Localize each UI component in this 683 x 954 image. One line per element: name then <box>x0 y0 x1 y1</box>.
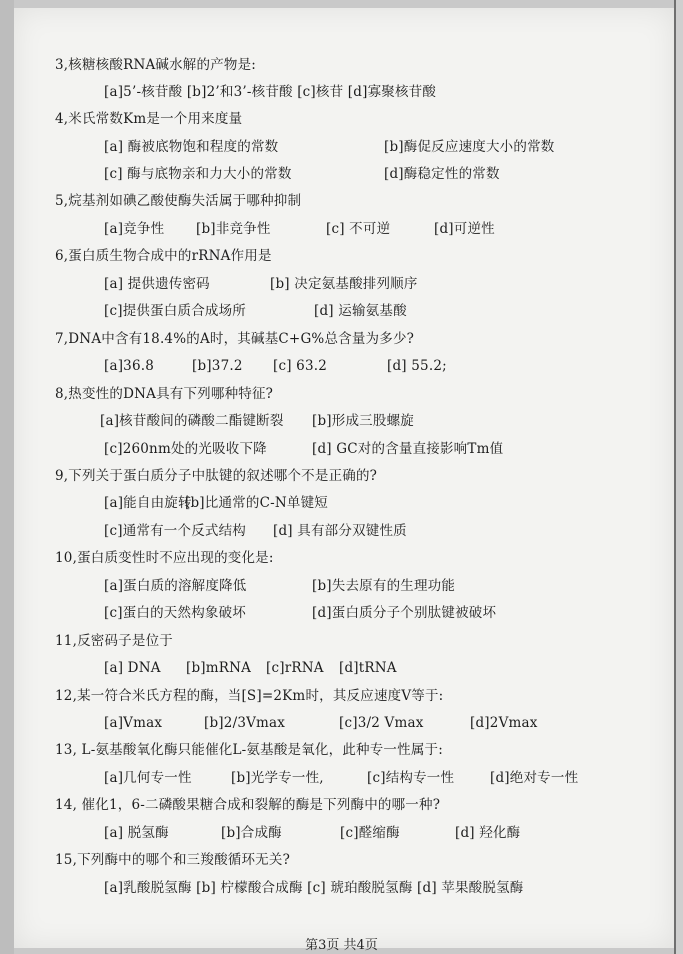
option-item: [a]核苷酸间的磷酸二酯键断裂 <box>100 413 284 429</box>
option-item: [d] 55.2; <box>387 358 447 374</box>
question-text: 14, 催化1，6-二磷酸果糖合成和裂解的酶是下列酶中的哪一种? <box>55 797 441 813</box>
option-item: [a] 酶被底物饱和程度的常数 <box>104 139 279 155</box>
question-text: 12,某一符合米氏方程的酶，当[S]=2Km时，其反应速度V等于: <box>55 688 444 704</box>
question-text: 13, L-氨基酸氧化酶只能催化L-氨基酸是氧化，此种专一性属于: <box>55 742 443 758</box>
option-item: [b]酶促反应速度大小的常数 <box>384 139 555 155</box>
option-item: [d]2Vmax <box>470 715 538 731</box>
option-item: [b]合成酶 <box>221 825 282 841</box>
option-item: [b]37.2 <box>192 358 243 374</box>
question-text: 9,下列关于蛋白质分子中肽键的叙述哪个不是正确的? <box>55 468 378 484</box>
option-item: [c]rRNA <box>266 660 324 676</box>
option-item: [d]蛋白质分子个别肽键被破坏 <box>312 605 497 621</box>
question-text: 5,烷基剂如碘乙酸使酶失活属于哪种抑制 <box>55 193 302 209</box>
option-item: [b]mRNA <box>186 660 252 676</box>
question-text: 8,热变性的DNA具有下列哪种特征? <box>55 386 274 402</box>
page-footer: 第3页 共4页 <box>305 938 378 953</box>
question-text: 15,下列酶中的哪个和三羧酸循环无关? <box>55 852 291 868</box>
option-item: [c] 酶与底物亲和力大小的常数 <box>104 166 292 182</box>
option-item: [b]形成三股螺旋 <box>312 413 414 429</box>
option-item: [a] DNA <box>104 660 161 676</box>
option-item: [c]结构专一性 <box>367 770 455 786</box>
question-text: 7,DNA中含有18.4%的A时，其碱基C+G%总含量为多少? <box>55 331 415 347</box>
options-line: [a]乳酸脱氢酶 [b] 柠檬酸合成酶 [c] 琥珀酸脱氢酶 [d] 苹果酸脱氢酶 <box>104 880 524 896</box>
option-item: [d]tRNA <box>339 660 397 676</box>
question-text: 11,反密码子是位于 <box>55 633 173 649</box>
option-item: [c]醛缩酶 <box>340 825 400 841</box>
option-item: [b]2/3Vmax <box>204 715 286 731</box>
option-item: [a]36.8 <box>104 358 155 374</box>
option-item: [a]Vmax <box>104 715 163 731</box>
option-item: [a]蛋白质的溶解度降低 <box>104 578 247 594</box>
option-item: [d] 羟化酶 <box>455 825 521 841</box>
question-text: 4,米氏常数Km是一个用来度量 <box>55 111 243 127</box>
option-item: [d]酶稳定性的常数 <box>384 166 500 182</box>
option-item: [c]3/2 Vmax <box>339 715 424 731</box>
option-item: [b]比通常的C-N单键短 <box>185 495 328 511</box>
question-text: 10,蛋白质变性时不应出现的变化是: <box>55 550 274 566</box>
option-item: [c]通常有一个反式结构 <box>104 523 246 539</box>
option-item: [d] GC对的含量直接影响Tm值 <box>312 441 504 457</box>
option-item: [a] 提供遗传密码 <box>104 276 210 292</box>
option-item: [d]可逆性 <box>434 221 495 237</box>
option-item: [b]光学专一性, <box>231 770 324 786</box>
option-item: [a] 脱氢酶 <box>104 825 169 841</box>
option-item: [b] 决定氨基酸排列顺序 <box>270 276 418 292</box>
option-item: [a]能自由旋转 <box>104 495 192 511</box>
option-item: [c]蛋白的天然构象破坏 <box>104 605 246 621</box>
question-text: 3,核糖核酸RNA碱水解的产物是: <box>55 57 257 73</box>
option-item: [a]竞争性 <box>104 221 165 237</box>
option-item: [c] 63.2 <box>273 358 328 374</box>
option-item: [b]非竞争性 <box>196 221 271 237</box>
option-item: [d]绝对专一性 <box>490 770 579 786</box>
option-item: [c]提供蛋白质合成场所 <box>104 303 246 319</box>
options-line: [a]5’-核苷酸 [b]2’和3’-核苷酸 [c]核苷 [d]寡聚核苷酸 <box>104 84 437 100</box>
option-item: [b]失去原有的生理功能 <box>312 578 456 594</box>
option-item: [c] 不可逆 <box>326 221 391 237</box>
option-item: [d] 运输氨基酸 <box>314 303 407 319</box>
option-item: [a]几何专一性 <box>104 770 192 786</box>
question-text: 6,蛋白质生物合成中的rRNA作用是 <box>55 248 272 264</box>
option-item: [c]260nm处的光吸收下降 <box>104 441 267 457</box>
option-item: [d] 具有部分双键性质 <box>273 523 407 539</box>
